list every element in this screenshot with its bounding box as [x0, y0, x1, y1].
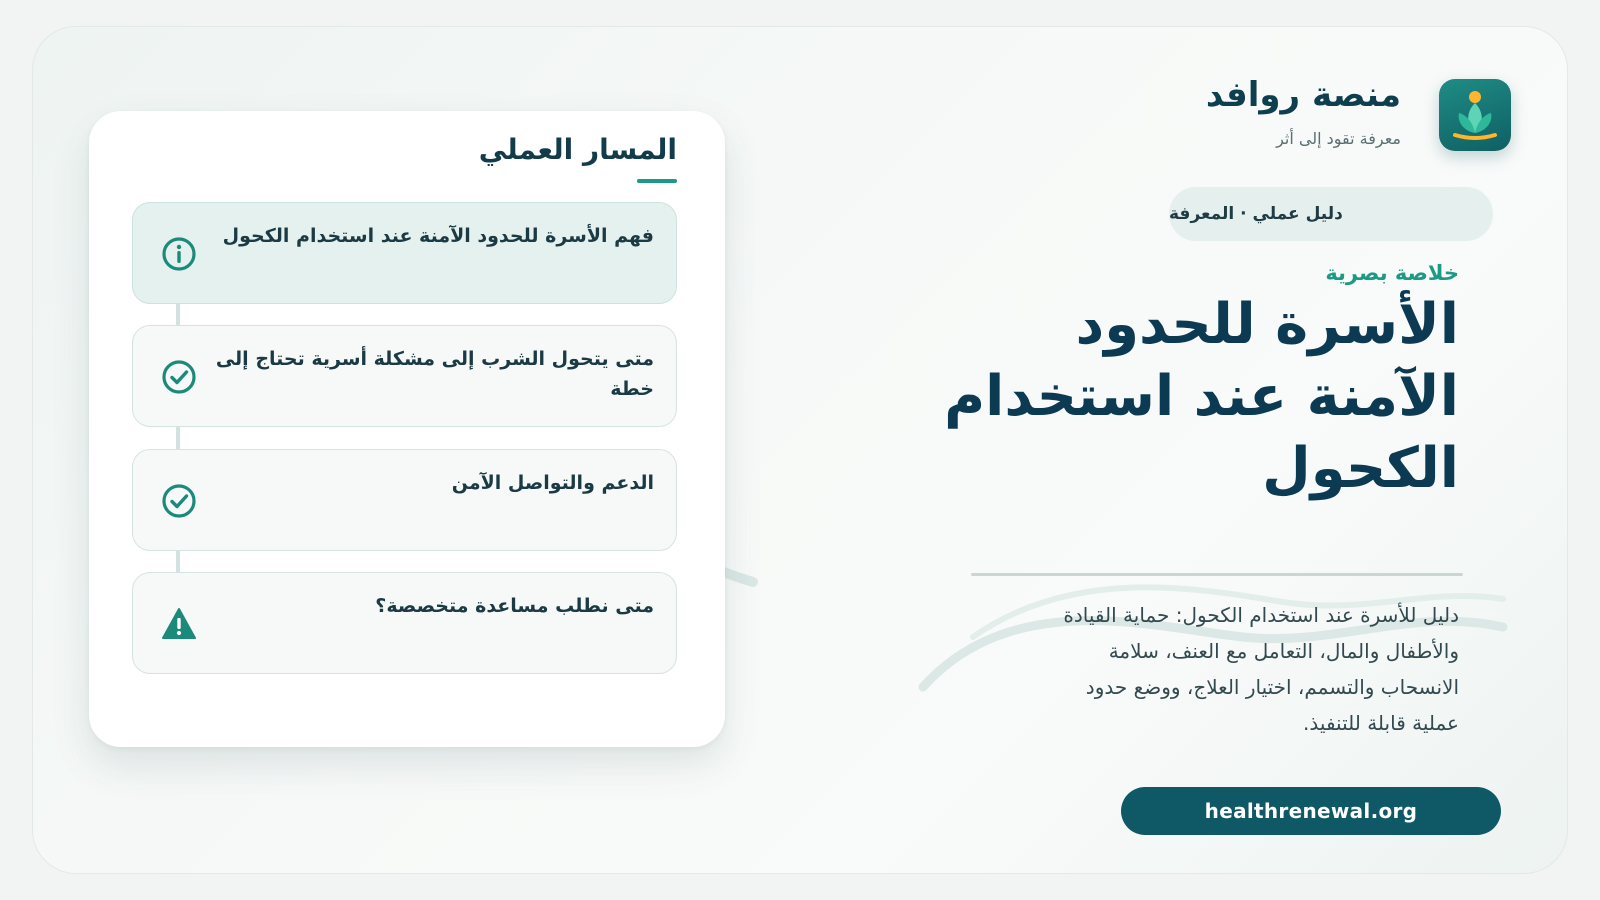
page-title: الأسرة للحدود الآمنة عند استخدام الكحول: [944, 292, 1459, 501]
step-item-3[interactable]: [132, 449, 677, 551]
divider: [971, 573, 1463, 576]
info-circle-icon: [161, 236, 197, 272]
step-item-1[interactable]: [132, 202, 677, 304]
slide-frame: [32, 26, 1568, 874]
website-button[interactable]: healthrenewal.org: [1121, 787, 1501, 835]
step-label: فهم الأسرة للحدود الآمنة عند استخدام الكحول: [222, 225, 654, 247]
category-badge: [1169, 187, 1493, 241]
step-connector: [176, 427, 180, 449]
warning-triangle-icon: [161, 606, 197, 642]
brand-tagline: معرفة تقود إلى أثر: [1276, 129, 1401, 148]
check-circle-icon: [161, 483, 197, 519]
description: دليل للأسرة عند استخدام الكحول: حماية القيادة والأطفال والمال، التعامل مع العنف، سلامة الانسحاب والتسمم، اختيار العلاج، ووضع حدود عملية قابلة للتنفيذ.: [1063, 603, 1459, 735]
step-label: الدعم والتواصل الآمن: [451, 472, 654, 494]
step-label: متى نطلب مساعدة متخصصة؟: [375, 595, 654, 617]
check-circle-icon: [161, 359, 197, 395]
steps-card: [89, 111, 725, 747]
step-connector: [176, 550, 180, 572]
card-title-underline: [637, 179, 677, 183]
step-item-4[interactable]: [132, 572, 677, 674]
step-connector: [176, 303, 180, 325]
brand-name: منصة روافد: [1205, 75, 1401, 115]
card-title: المسار العملي: [478, 133, 677, 166]
step-item-2[interactable]: [132, 325, 677, 427]
category-badge-label: دليل عملي · المعرفة: [1169, 204, 1343, 224]
lotus-logo-icon: [1439, 79, 1511, 151]
kicker-label: خلاصة بصرية: [1325, 261, 1459, 285]
step-label: متى يتحول الشرب إلى مشكلة أسرية تحتاج إلى خطة: [215, 348, 654, 400]
